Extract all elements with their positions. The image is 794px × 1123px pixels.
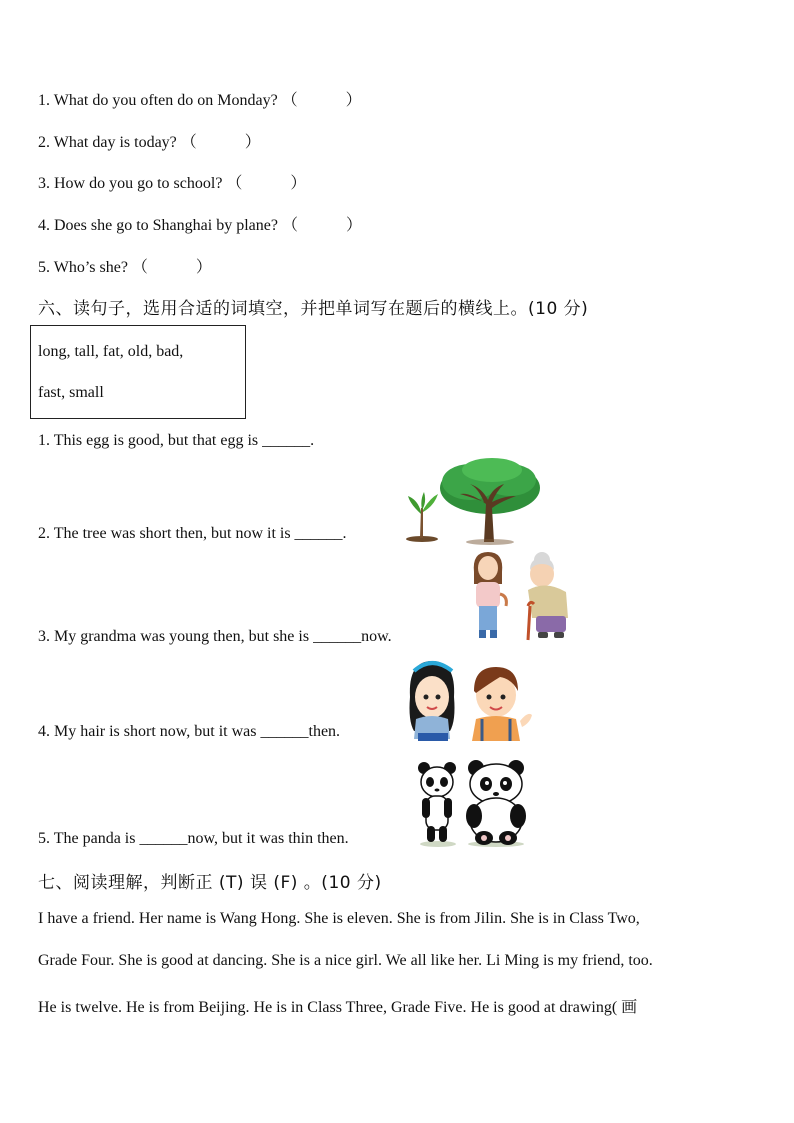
fill-sentence-4: 4. My hair is short now, but it was ______then. [38, 723, 341, 740]
grandma-icon [528, 552, 568, 640]
boy-portrait-icon [472, 667, 532, 741]
passage-line-2: Grade Four. She is good at dancing. She is a nice girl. We all like her. Li Ming is my friend, too. [38, 952, 653, 969]
question-line-4: 4. Does she go to Shanghai by plane? （ ） [38, 217, 362, 234]
section7-heading: 七、阅读理解，判断正 (T) 误 (F) 。(10 分) [38, 873, 382, 893]
pandas-illustration [412, 760, 532, 848]
question-line-2: 2. What day is today? （ ） [38, 134, 261, 151]
sapling-and-tree-illustration [400, 458, 542, 544]
fill-sentence-3: 3. My grandma was young then, but she is ______now. [38, 628, 392, 645]
fill-sentence-2: 2. The tree was short then, but now it is ______. [38, 525, 347, 542]
question-line-5: 5. Who’s she? （ ） [38, 259, 212, 276]
young-woman-icon [474, 552, 507, 638]
thin-panda-icon [418, 762, 456, 847]
word-bank-line-2: fast, small [38, 384, 104, 401]
word-bank-box [30, 325, 246, 419]
fill-sentence-1: 1. This egg is good, but that egg is ______. [38, 432, 315, 449]
young-woman-and-grandma-illustration [466, 550, 578, 644]
question-line-1: 1. What do you often do on Monday? （ ） [38, 92, 362, 109]
word-bank-line-1: long, tall, fat, old, bad, [38, 343, 184, 360]
passage-line-1: I have a friend. Her name is Wang Hong. She is eleven. She is from Jilin. She is in Class Two, [38, 910, 640, 927]
section6-heading: 六、读句子，选用合适的词填空，并把单词写在题后的横线上。(10 分) [38, 299, 589, 319]
fill-sentence-5: 5. The panda is ______now, but it was thin then. [38, 830, 349, 847]
passage-line-3: He is twelve. He is from Beijing. He is in Class Three, Grade Five. He is good at drawing( 画 [38, 999, 638, 1016]
question-line-3: 3. How do you go to school? （ ） [38, 175, 307, 192]
fat-panda-icon [466, 760, 526, 847]
girl-portrait-icon [410, 661, 455, 741]
sapling-icon [406, 492, 438, 542]
girl-and-boy-illustration [402, 657, 542, 743]
big-tree-icon [440, 458, 540, 545]
